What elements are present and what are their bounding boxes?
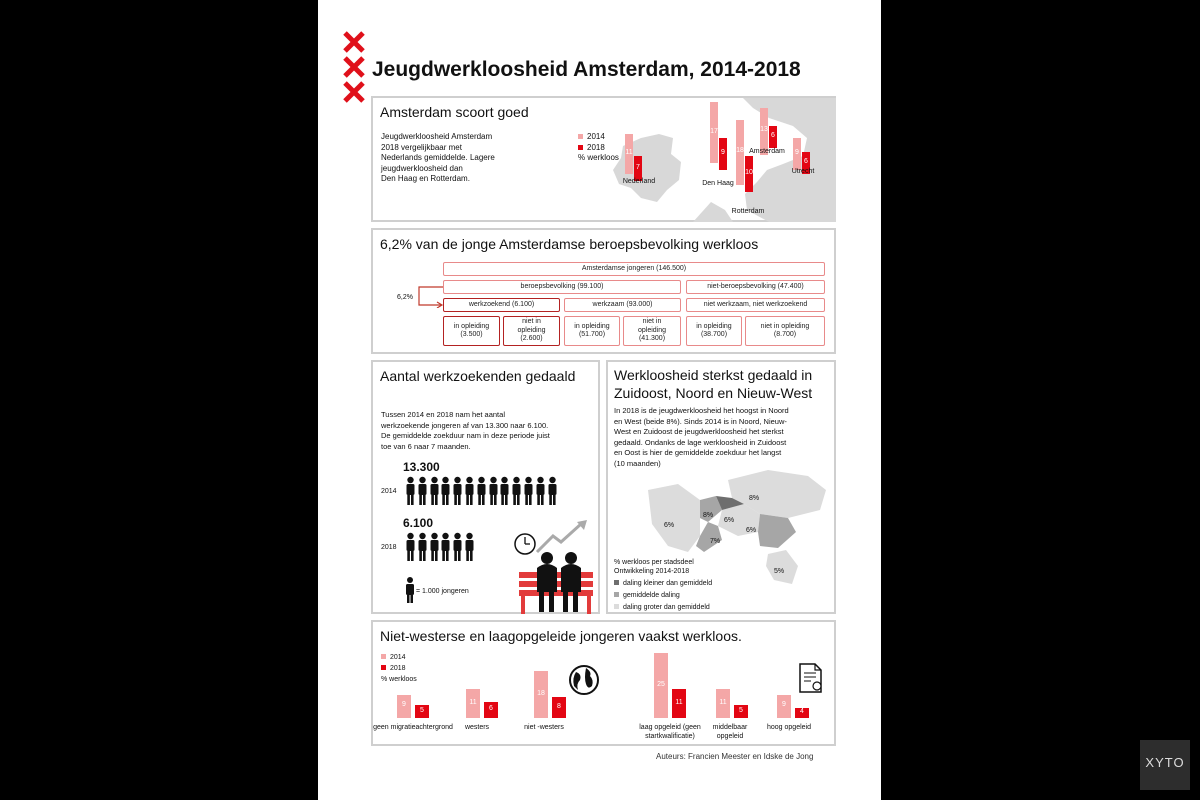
box-werkzaam: werkzaam (93.000)	[564, 298, 681, 312]
diploma-document-icon	[797, 662, 825, 694]
per-icon-label: = 1.000 jongeren	[416, 588, 469, 595]
section-werkzoekenden	[371, 360, 600, 614]
section3-text: Tussen 2014 en 2018 nam het aantal werkzoekende jongeren af van 13.300 naar 6.100. De gemiddelde zoekduur nam in deze periode juist toe van 6 naar 7 maanden.	[381, 410, 550, 451]
page-title: Jeugdwerkloosheid Amsterdam, 2014-2018	[372, 58, 801, 81]
count-2018: 6.100	[403, 516, 434, 530]
section2-title: 6,2% van de jonge Amsterdamse beroepsbevolking werkloos	[380, 236, 759, 252]
category-label: hoog opgeleid	[767, 724, 811, 731]
section5-legend: 2014 2018 % werkloos	[381, 654, 417, 683]
map-label-zuid: 7%	[710, 538, 721, 545]
person-icon	[429, 532, 440, 562]
category-label: laag opgeleid (geen startkwalificatie)	[639, 724, 701, 740]
person-icon	[417, 532, 428, 562]
people-row-2014	[405, 476, 595, 508]
bar-value-label: 5	[739, 706, 743, 714]
leaf-box: niet in opleiding (41.300)	[623, 316, 681, 346]
person-icon	[535, 476, 546, 506]
waiting-people-bench-icon	[513, 514, 599, 614]
person-icon	[452, 532, 463, 562]
person-icon	[405, 532, 416, 562]
category-label: geen migratieachtergrond	[373, 724, 453, 731]
section-beroepsbevolking	[371, 228, 836, 354]
year-2014-label: 2014	[381, 488, 397, 495]
bar-2014	[716, 689, 730, 718]
section-amsterdam-scoort-goed	[371, 96, 836, 222]
bar-value-label: 4	[800, 707, 804, 715]
bar-value-label: 10	[745, 169, 753, 176]
map-label-noord: 8%	[749, 495, 760, 502]
bar-value-label: 17	[710, 127, 718, 135]
infographic-page	[318, 0, 881, 800]
bar-2018	[769, 126, 777, 148]
leaf-box: niet in opleiding (2.600)	[503, 316, 560, 346]
percentage-label: 6,2%	[397, 294, 413, 301]
legend-swatch-2018	[578, 145, 583, 150]
map-label-nieuw-west: 6%	[664, 522, 675, 529]
bar-value-label: 25	[657, 680, 665, 688]
person-icon	[476, 476, 487, 506]
section-stadsdelen	[606, 360, 836, 614]
box-niet-beroepsbevolking: niet-beroepsbevolking (47.400)	[686, 280, 825, 294]
map-label-centrum: 6%	[724, 517, 735, 524]
person-icon	[464, 476, 475, 506]
legend-swatch-2014	[578, 134, 583, 139]
authors: Auteurs: Francien Meester en Idske de Jong	[656, 752, 814, 761]
globe-icon	[568, 664, 600, 696]
bar-value-label: 6	[489, 705, 493, 713]
person-icon	[429, 476, 440, 506]
bar-2018	[734, 705, 748, 718]
leaf-box: in opleiding (38.700)	[686, 316, 742, 346]
person-icon	[488, 476, 499, 506]
category-label: Rotterdam	[731, 208, 765, 215]
year-2018-label: 2018	[381, 544, 397, 551]
category-label: Utrecht	[791, 168, 815, 175]
bar-2018	[672, 689, 686, 718]
person-icon	[499, 476, 510, 506]
bar-2014	[397, 695, 411, 718]
person-icon	[452, 476, 463, 506]
map-label-zuidoost: 5%	[774, 568, 785, 575]
bar-value-label: 6	[771, 131, 775, 139]
person-icon	[511, 476, 522, 506]
bar-value-label: 11	[469, 698, 477, 706]
leaf-box: in opleiding (51.700)	[564, 316, 620, 346]
bar-2018	[484, 702, 498, 718]
category-label: middelbaar opgeleid	[712, 724, 748, 740]
bar-value-label: 5	[420, 706, 424, 714]
section4-title: Werkloosheid sterkst gedaald in Zuidoost, Noord en Nieuw-West	[614, 367, 813, 401]
bar-value-label: 6	[804, 157, 808, 165]
bar-value-label: 9	[782, 701, 786, 709]
section1-text: Jeugdwerkloosheid Amsterdam 2018 vergelijkbaar met Nederlands gemiddelde. Lagere jeugdwerkloosheid dan Den Haag en Rotterdam.	[381, 132, 495, 183]
bar-2014	[534, 671, 548, 718]
person-icon	[547, 476, 558, 506]
category-label: Amsterdam	[749, 148, 785, 155]
person-icon	[440, 532, 451, 562]
leaf-box: in opleiding (3.500)	[443, 316, 500, 346]
box-beroepsbevolking: beroepsbevolking (99.100)	[443, 280, 681, 294]
section5-title: Niet-westerse en laagopgeleide jongeren vaakst werkloos.	[380, 628, 742, 644]
category-label: Den Haag	[702, 180, 734, 187]
bar-2014	[466, 689, 480, 718]
box-total: Amsterdamse jongeren (146.500)	[443, 262, 825, 276]
person-icon	[417, 476, 428, 506]
category-label: westers	[464, 724, 490, 731]
bar-2014	[654, 653, 668, 718]
bracket-arrow-icon	[415, 284, 445, 308]
section-niet-westerse	[371, 620, 836, 746]
section1-title: Amsterdam scoort goed	[380, 104, 529, 120]
bar-2018	[719, 138, 727, 170]
bar-value-label: 11	[625, 148, 633, 156]
bar-value-label: 18	[537, 689, 545, 697]
person-icon	[523, 476, 534, 506]
person-icon	[405, 476, 416, 506]
watermark-logo: XYTO	[1140, 740, 1190, 790]
count-2014: 13.300	[403, 460, 440, 474]
section1-legend: 2014 2018 % werkloos	[578, 132, 619, 162]
bar-2018	[745, 156, 753, 192]
map-label-oost: 6%	[746, 527, 757, 534]
bar-value-label: 13	[760, 126, 768, 134]
bar-value-label: 9	[721, 149, 725, 157]
box-niet-werkzaam: niet werkzaam, niet werkzoekend	[686, 298, 825, 312]
bar-value-label: 8	[557, 702, 561, 710]
person-icon	[464, 532, 475, 562]
andreas-crosses-logo	[342, 30, 366, 104]
bar-value-label: 9	[402, 701, 406, 709]
bar-2014	[710, 102, 718, 163]
bar-2014	[777, 695, 791, 718]
bar-2014	[793, 138, 801, 170]
section3-title: Aantal werkzoekenden gedaald	[380, 368, 576, 384]
bar-value-label: 11	[675, 698, 683, 706]
box-werkzoekend: werkzoekend (6.100)	[443, 298, 560, 312]
bar-2018	[415, 705, 429, 718]
person-legend-icon	[405, 576, 415, 604]
person-icon	[440, 476, 451, 506]
bar-2018	[552, 697, 566, 718]
category-label: niet -westers	[524, 724, 564, 731]
bar-value-label: 11	[719, 698, 727, 706]
leaf-box: niet in opleiding (8.700)	[745, 316, 825, 346]
map-legend: % werkloos per stadsdeel Ontwikkeling 2014-2018 daling kleiner dan gemiddeld gemiddelde daling daling groter dan gemiddeld	[614, 559, 713, 611]
bar-2014	[625, 134, 633, 174]
bar-value-label: 7	[636, 163, 640, 171]
map-label-west: 8%	[703, 512, 714, 519]
bar-value-label: 18	[736, 147, 744, 155]
section4-text: In 2018 is de jeugdwerkloosheid het hoogst in Noord en West (beide 8%). Sinds 2014 is in Noord, Nieuw- West en Zuidoost de jeugdwerkloosheid het sterkst gedaald. Ondanks de lage werkloosheid in Zuidoost en Oost is hier de gemiddelde zoekduur het langst (10 maanden)	[614, 406, 789, 468]
category-label: Nederland	[622, 178, 656, 185]
bar-value-label: 9	[795, 149, 799, 157]
bar-2018	[795, 708, 809, 718]
